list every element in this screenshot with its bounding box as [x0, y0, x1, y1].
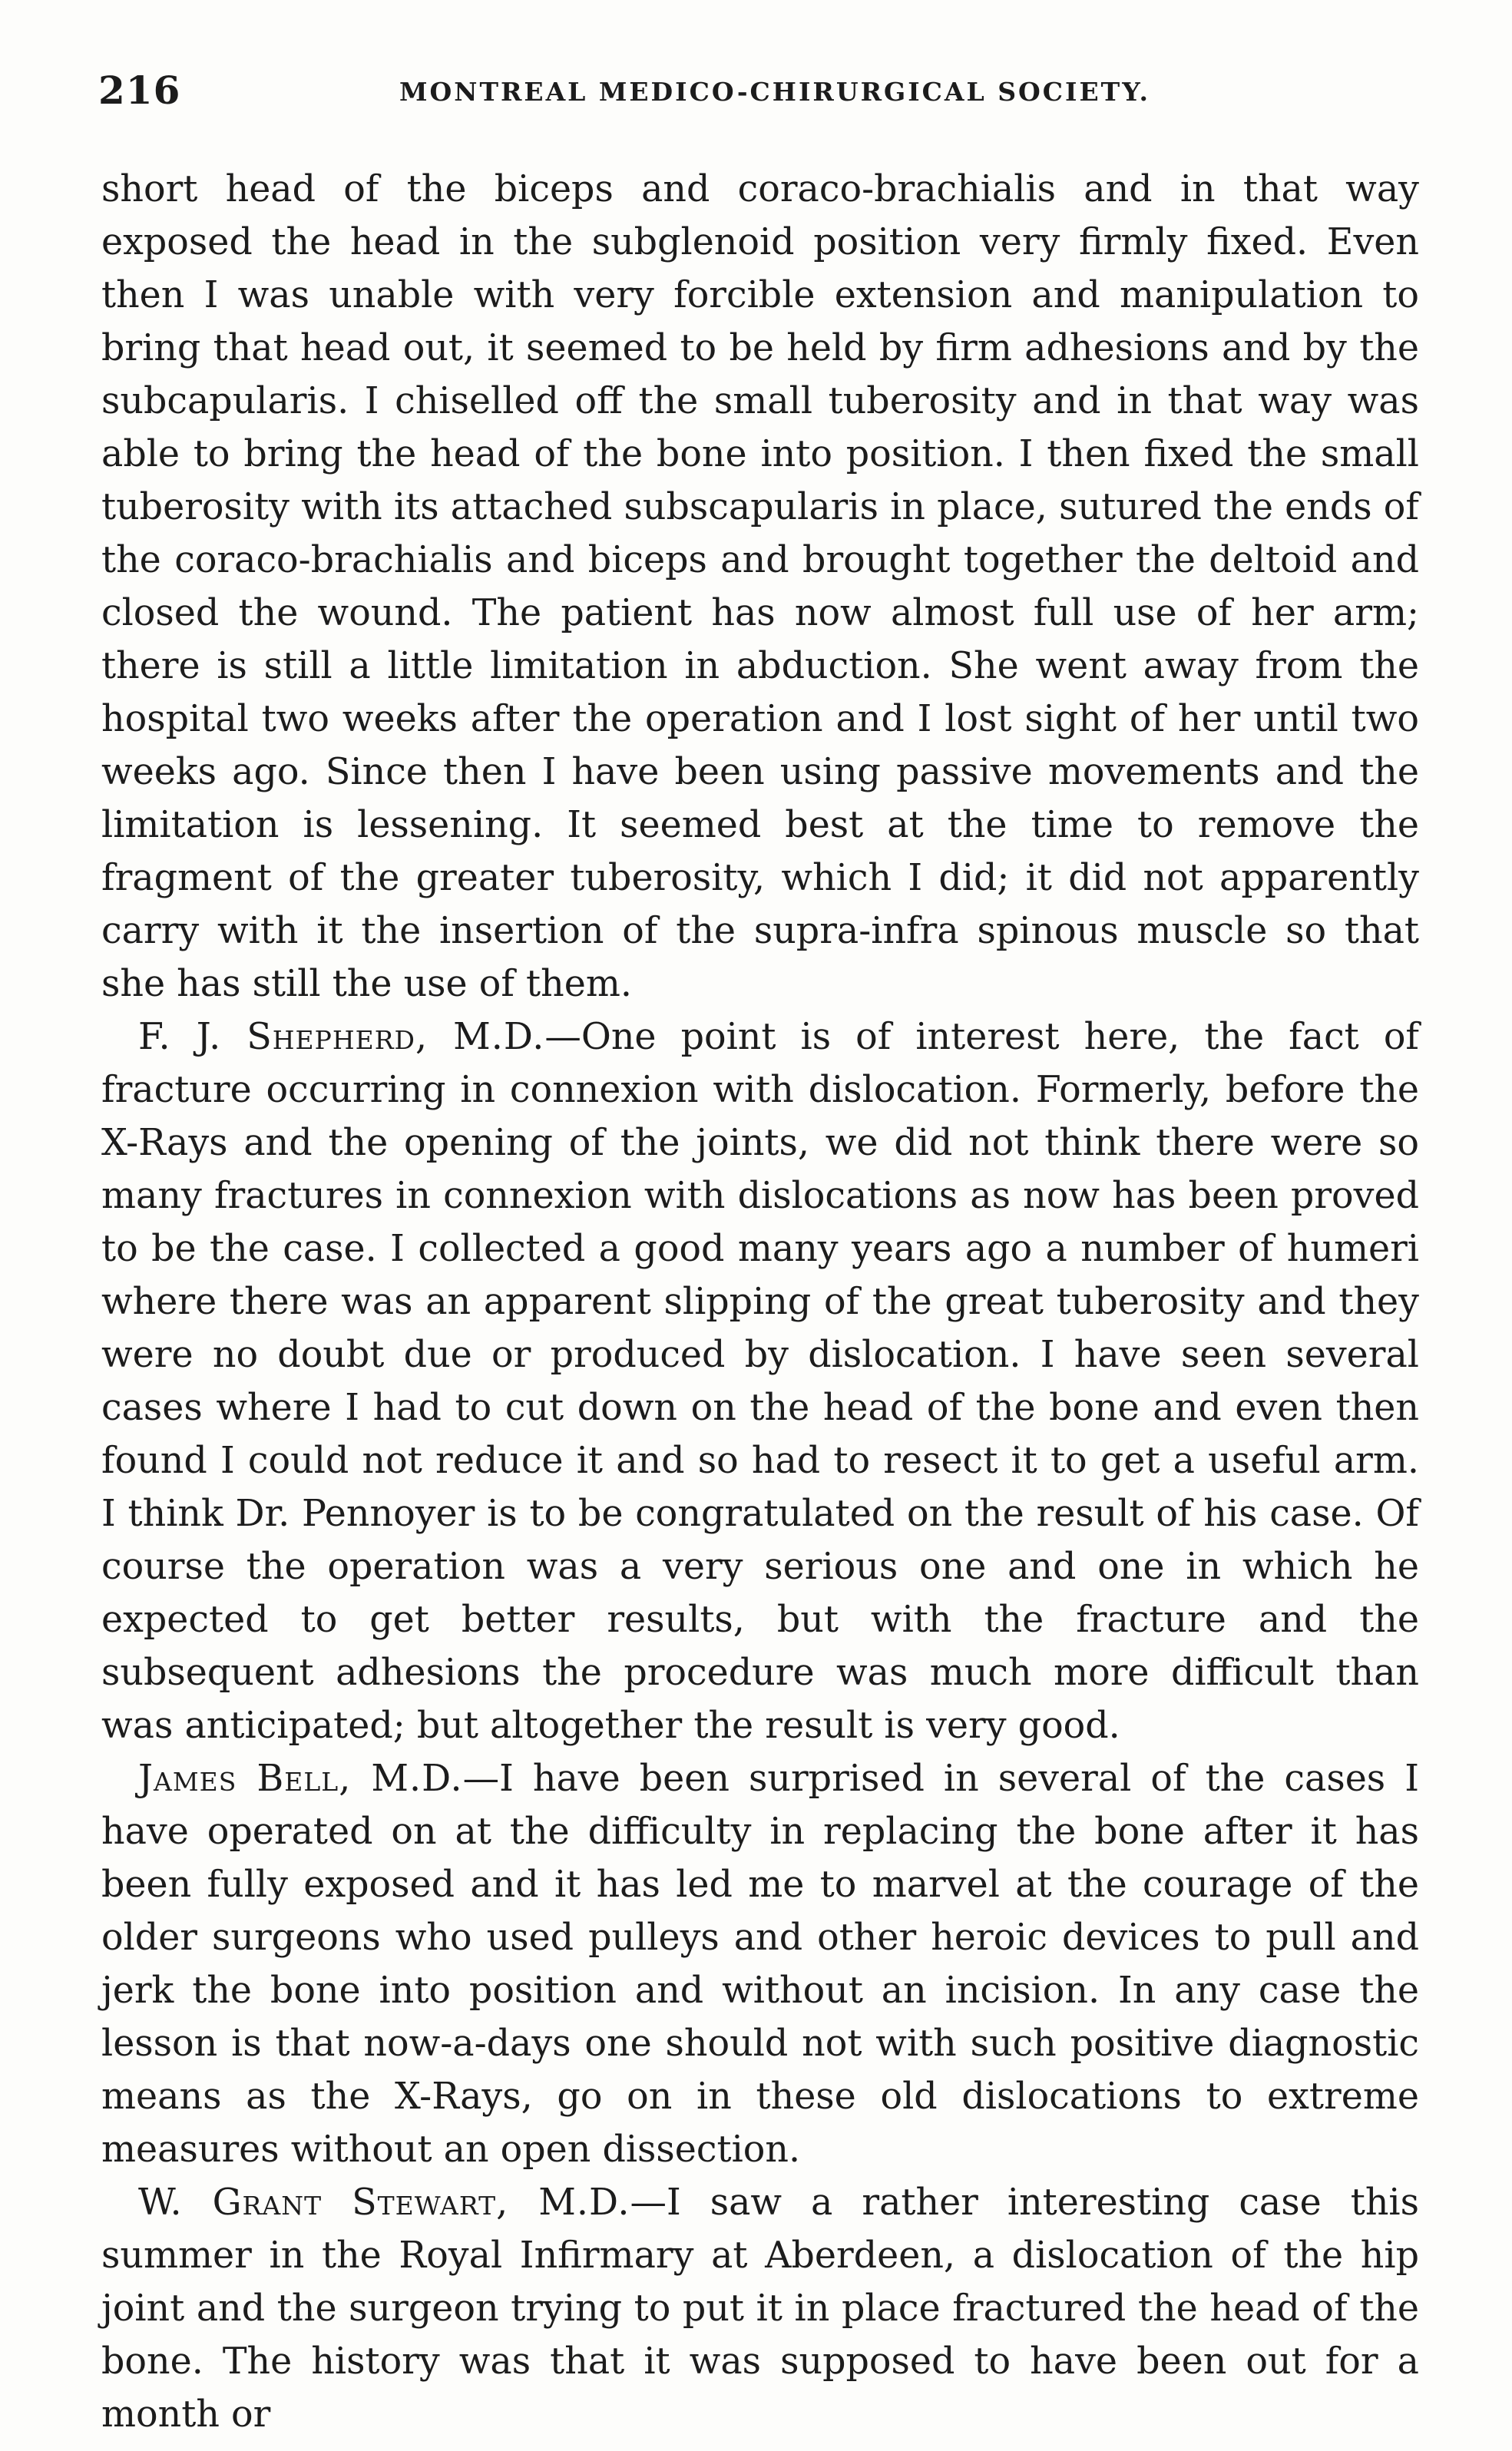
page-number: 216 — [98, 68, 181, 113]
speaker-name: James Bell, M.D. — [138, 1758, 463, 1800]
paragraph-stewart — [101, 2176, 1419, 2441]
paragraph-continuation — [101, 163, 1419, 1011]
paragraph-shepherd — [101, 1011, 1419, 1752]
body-text — [101, 163, 1419, 2441]
speaker-name: W. Grant Stewart, M.D. — [138, 2181, 630, 2224]
paragraph-bell — [101, 1752, 1419, 2176]
paragraph-text: —One point is of interest here, the fact of fracture occurring in connexion with dislocation. Formerly, before the X-Rays and the opening of the joints, we did not think there were so many fractures in connexion with dislocations as now has been proved to be the case. I collected a good many years ago a number of humeri where there was an apparent slipping of the great tuberosity and they were no doubt due or produced by dislocation. I have seen several cases where I had to cut down on the head of the bone and even then found I could not reduce it and so had to resect it to get a useful arm. I think Dr. Pennoyer is to be congratulated on the result of his case. Of course the operation was a very serious one and one in which he expected to get better results, but with the fracture and the subsequent adhesions the procedure was much more difficult than was anticipated; but altogether the result is very good. — [101, 1016, 1419, 1747]
paragraph-text: —I saw a rather interesting case this summer in the Royal Infirmary at Aberdeen, a dislocation of the hip joint and the surgeon trying to put it in place fractured the head of the bone. The history was that it was supposed to have been out for a month or — [101, 2181, 1419, 2436]
running-title: MONTREAL MEDICO-CHIRURGICAL SOCIETY. — [399, 77, 1150, 107]
paragraph-text: —I have been surprised in several of the cases I have operated on at the difficulty in replacing the bone after it has been fully exposed and it has led me to marvel at the courage of the older surgeons who used pulleys and other heroic devices to pull and jerk the bone into position and without an incision. In any case the lesson is that now-a-days one should not with such positive diagnostic means as the X-Rays, go on in these old dislocations to extreme measures without an open dissection. — [101, 1758, 1419, 2171]
speaker-name: F. J. Shepherd, M.D. — [138, 1016, 545, 1058]
paragraph-text: short head of the biceps and coraco-brachialis and in that way exposed the head in the subglenoid position very firmly fixed. Even then I was unable with very forcible extension and manipulation to bring that head out, it seemed to be held by firm adhesions and by the subcapularis. I chiselled off the small tuberosity and in that way was able to bring the head of the bone into position. I then fixed the small tuberosity with its attached subscapularis in place, sutured the ends of the coraco-brachialis and biceps and brought together the deltoid and closed the wound. The patient has now almost full use of her arm; there is still a little limitation in abduction. She went away from the hospital two weeks after the operation and I lost sight of her until two weeks ago. Since then I have been using passive movements and the limitation is lessening. It seemed best at the time to remove the fragment of the greater tuberosity, which I did; it did not apparently carry with it the insertion of the supra-infra spinous muscle so that she has still the use of them. — [101, 168, 1419, 1005]
page-header — [92, 68, 1427, 129]
